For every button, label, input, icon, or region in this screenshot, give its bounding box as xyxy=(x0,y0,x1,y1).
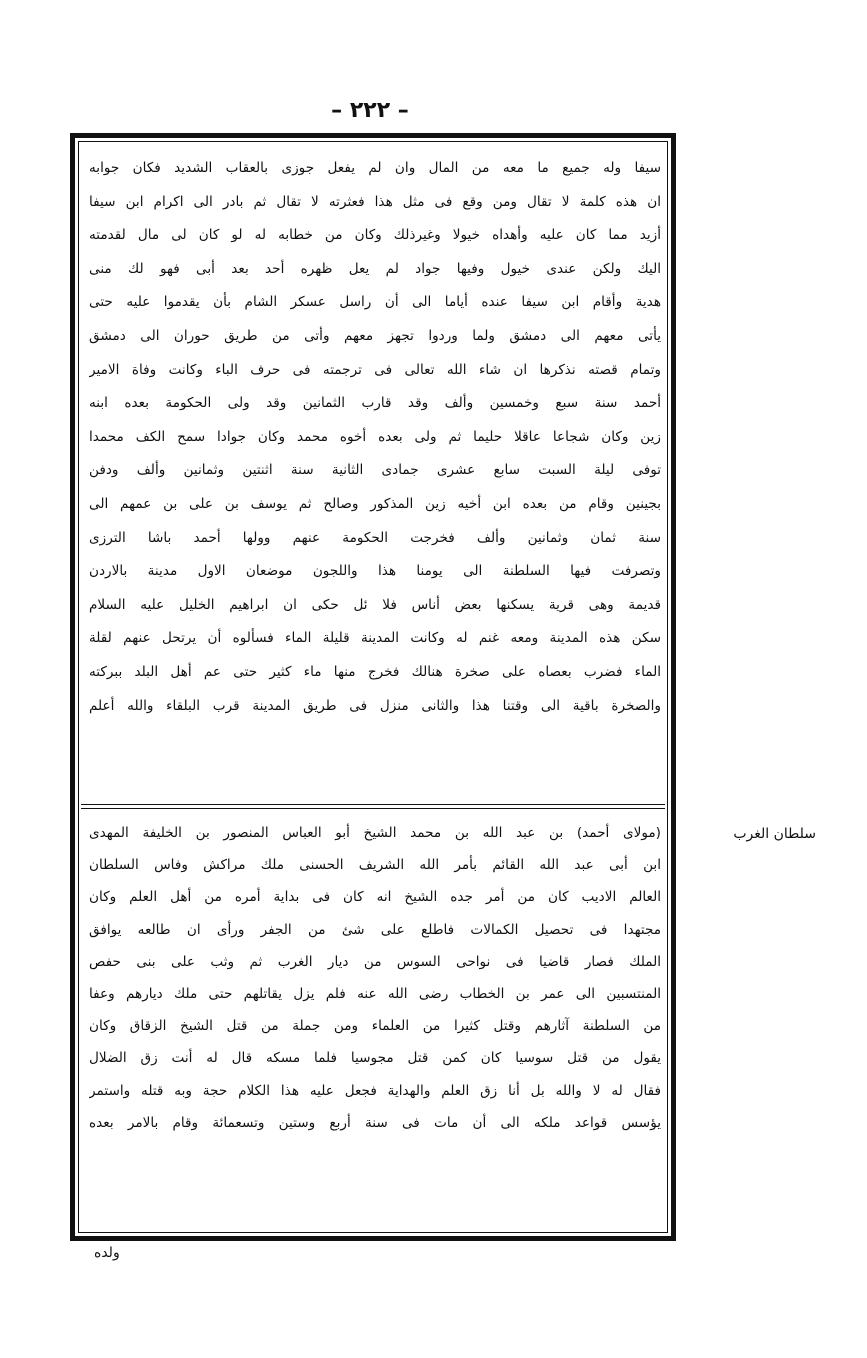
text-line: من السلطنة آثارهم وقتل كثيرا من العلماء ومن جملة من قتل الشيخ الزقاق وكان xyxy=(89,1018,661,1035)
text-line: العالم الاديب كان من أمر جده الشيخ انه كان فى بداية أمره من أهل العلم وكان xyxy=(89,889,661,906)
text-line: والصخرة باقية الى وقتنا هذا والثانى منزل فى طريق المدينة قرب البلقاء والله أعلم xyxy=(89,697,661,714)
section-divider-secondary xyxy=(81,808,665,809)
text-line: فقال له لا والله بل أنا زق العلم والهداية فجعل عليه هذا الكلام حجة وبه قتله واستمر xyxy=(89,1082,661,1099)
text-line: يؤسس قواعد ملكه الى أن مات فى سنة أربع وستين وتسعمائة وقام بالامر بعده xyxy=(89,1114,661,1131)
text-line: وتمام قصته نذكرها ان شاء الله تعالى فى ترجمته فى حرف الباء وكانت وفاة الامير xyxy=(89,361,661,378)
text-line: (مولاى أحمد) بن عبد الله بن محمد الشيخ أبو العباس المنصور بن الخليفة المهدى xyxy=(89,825,661,841)
text-line: ان هذه كلمة لا تقال ومن وقع فى مثل هذا فعثرته لا تقال ثم بادر الى اكرام ابن سيفا xyxy=(89,193,661,210)
text-line: هدية وأقام ابن سيفا عنده أياما الى أن راسل عسكر الشام بأن يقدموا عليه حتى xyxy=(89,294,661,311)
text-block-first-entry xyxy=(89,152,661,723)
text-line: اليك ولكن عندى خيول وفيها جواد لم يعل ظهره أحد بعد أبى فهو لك منى xyxy=(89,260,661,277)
text-line: ابن أبى عبد الله القائم بأمر الله الشريف الحسنى ملك مراكش وفاس السلطان xyxy=(89,857,661,874)
text-line: الملك فصار قاضيا فى نواحى السوس من ديار الغرب ثم وثب على بنى حفص xyxy=(89,953,661,970)
text-line: مجتهدا فى تحصيل الكمالات فاطلع على شئ من الجفر ورأى ان طالعه يوافق xyxy=(89,921,661,938)
text-line: توفى ليلة السبت سابع عشرى جمادى الثانية سنة اثنتين وثمانين وألف ودفن xyxy=(89,462,661,479)
text-line: سنة ثمان وثمانين وألف فخرجت الحكومة عنهم وولها أحمد باشا الترزى xyxy=(89,529,661,546)
text-line: أزيد مما كان عليه وأهداه خيولا وغيرذلك وكان من خطابه له لو كان لى مال لقدمته xyxy=(89,227,661,244)
text-line: يقول من قتل سوسيا كان كمن قتل مجوسيا فلما مسكه قال له أنت زق الضلال xyxy=(89,1050,661,1067)
text-line: وتصرفت فيها السلطنة الى يومنا هذا واللجون موضعان الاول مدينة بالاردن xyxy=(89,563,661,580)
text-line: سكن هذه المدينة ومعه غنم له وكانت المدينة قليلة الماء فسألوه أن يرتحل عنهم لقلة xyxy=(89,630,661,647)
text-line: قديمة وهى قرية يسكنها بعض أناس فلا ئل حكى ان ابراهيم الخليل عليه السلام xyxy=(89,596,661,613)
text-line: يأتى معهم الى دمشق ولما وردوا تجهز معهم وأتى من طريق حوران الى دمشق xyxy=(89,327,661,344)
text-line: المنتسبين الى عمر بن الخطاب رضى الله عنه فلم يزل يقاتلهم حتى ملك ديارهم وعفا xyxy=(89,985,661,1002)
catchword: ولده xyxy=(94,1245,120,1261)
text-line: زين وكان شجاعا عاقلا حليما ثم ولى بعده أخوه محمد وكان جوادا سمح الكف محمدا xyxy=(89,428,661,445)
page-number: – ٢٢٢ – xyxy=(331,98,409,123)
text-line: سيفا وله جميع ما معه من المال وان لم يفعل جوزى بالعقاب الشديد فكان جوابه xyxy=(89,160,661,176)
text-line: أحمد سنة سبع وخمسين وألف وقد قارب الثمانين وقد ولى الحكومة بعده ابنه xyxy=(89,395,661,412)
text-line: الماء فضرب بعصاه على صخرة هنالك فخرج منها ماء كثير حتى عم أهل البلد ببركته xyxy=(89,663,661,680)
text-line: بجينين وقام من بعده ابن أخيه زين المذكور وصالح ثم يوسف بن على بن عمهم الى xyxy=(89,495,661,512)
section-divider xyxy=(81,804,665,805)
margin-note: سلطان الغرب xyxy=(733,826,816,842)
text-block-second-entry xyxy=(89,817,661,1139)
page-frame xyxy=(70,133,676,1241)
